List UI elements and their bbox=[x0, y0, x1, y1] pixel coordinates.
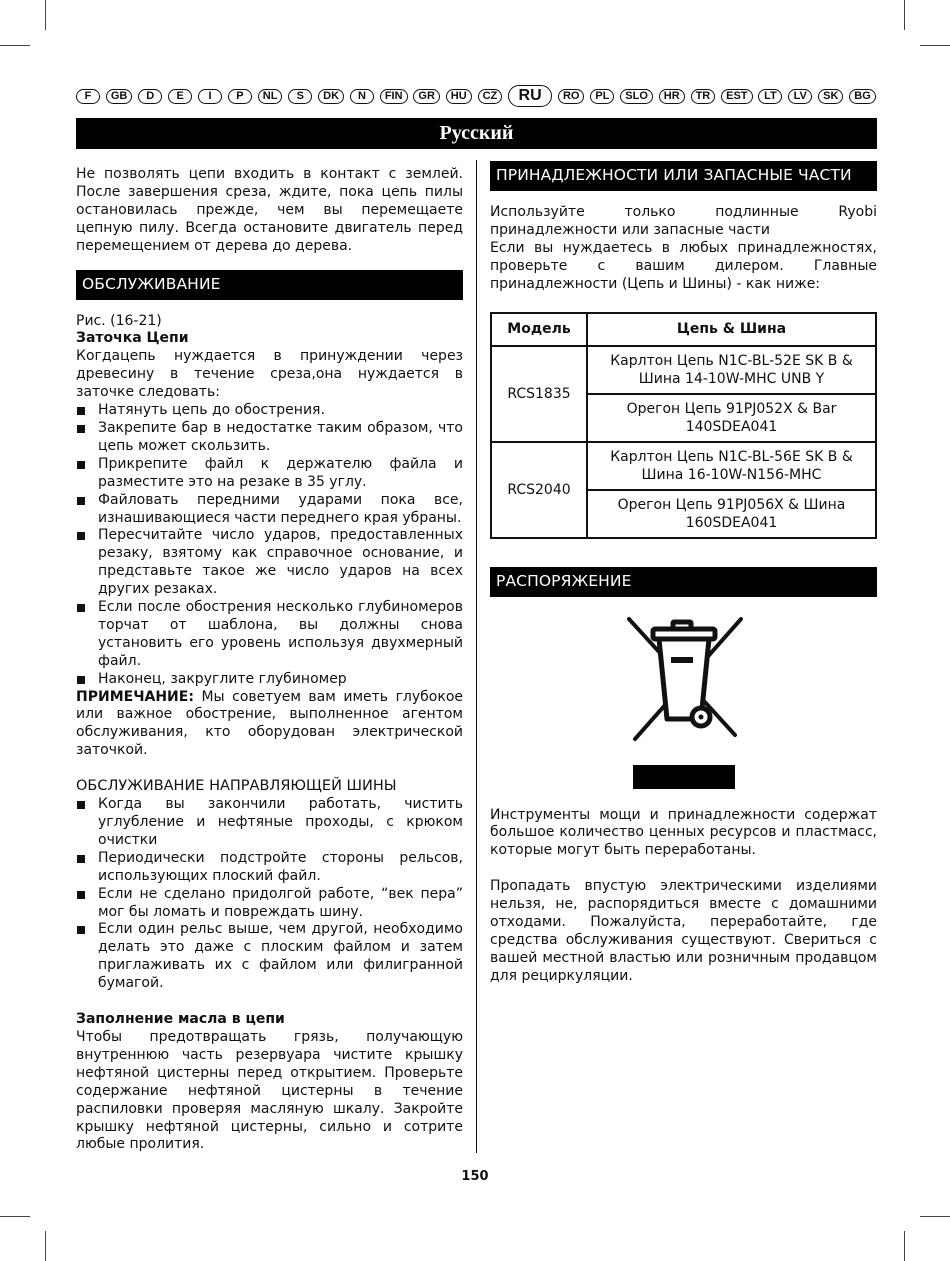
list-item: Наконец, закруглите глубиномер bbox=[76, 671, 463, 689]
sharpen-intro: Когдацепь нуждается в принуждении через древесину в течение среза,она нуждается в заточке следовать: bbox=[76, 348, 463, 401]
sharpen-steps-list bbox=[76, 402, 463, 689]
language-tab-gr[interactable]: GR bbox=[413, 89, 440, 104]
list-item: Если после обострения несколько глубиномеров торчат от шаблона, вы должны снова установить его уровень используя двухмерный файл. bbox=[76, 599, 463, 671]
language-tab-d[interactable]: D bbox=[138, 89, 162, 104]
list-item: Файловать передними ударами пока все, изнашивающиеся части переднего края убраны. bbox=[76, 492, 463, 528]
language-tab-p[interactable]: P bbox=[228, 89, 252, 104]
language-tab-lt[interactable]: LT bbox=[758, 89, 782, 104]
maintenance-heading bbox=[76, 270, 463, 300]
language-tab-bg[interactable]: BG bbox=[849, 89, 876, 104]
list-item: Периодически подстройте стороны рельсов, использующих плоский файл. bbox=[76, 850, 463, 886]
figure-reference: Рис. (16-21) bbox=[76, 312, 162, 329]
sharpen-title: Заточка Цепи bbox=[76, 330, 189, 347]
bar-steps-list bbox=[76, 796, 463, 993]
list-item: Когда вы закончили работать, чистить углубление и нефтяные проходы, с крюком очистки bbox=[76, 796, 463, 850]
banner-title: Русский bbox=[439, 122, 514, 144]
crossed-out-wheelie-bin-icon bbox=[619, 613, 749, 749]
note-paragraph bbox=[76, 689, 463, 761]
language-tab-hr[interactable]: HR bbox=[659, 89, 685, 104]
note-text: Мы советуем вам иметь глубокое или важное обострение, выполненное агентом обслуживания, кто оборудован электрической заточкой. bbox=[76, 688, 463, 759]
list-item: Закрепите бар в недостатке таким образом, что цепь может скользить. bbox=[76, 420, 463, 456]
crop-mark bbox=[920, 1216, 950, 1217]
crop-mark bbox=[45, 0, 46, 30]
language-tab-fin[interactable]: FIN bbox=[380, 89, 408, 104]
accessories-heading-text: ПРИНАДЛЕЖНОСТИ ИЛИ ЗАПАСНЫЕ ЧАСТИ bbox=[496, 166, 852, 185]
language-tab-nl[interactable]: NL bbox=[258, 89, 283, 104]
accessories-line1: Используйте только подлинные Ryobi принадлежности или запасные части bbox=[490, 204, 877, 238]
language-tab-s[interactable]: S bbox=[288, 89, 312, 104]
language-tab-pl[interactable]: PL bbox=[590, 89, 614, 104]
model-cell: RCS1835 bbox=[491, 346, 587, 442]
language-tab-cz[interactable]: CZ bbox=[478, 89, 503, 104]
language-tab-slo[interactable]: SLO bbox=[620, 89, 653, 104]
parts-cell: Карлтон Цепь N1C-BL-56E SK B & Шина 16-10W-N156-MHC bbox=[587, 442, 876, 490]
parts-table-header-row bbox=[491, 313, 876, 346]
page-number: 150 bbox=[461, 1169, 489, 1184]
model-cell: RCS2040 bbox=[491, 442, 587, 538]
list-item: Если один рельс выше, чем другой, необходимо делать это даже с плоским файлом и затем приглаживать их с файлом или филигранной бумагой. bbox=[76, 921, 463, 993]
list-item: Прикрепите файл к держателю файла и разместите это на резаке в 35 углу. bbox=[76, 456, 463, 492]
accessories-line2: Если вы нуждаетесь в любых принадлежностях, проверьте с вашим дилером. Главные принадлежности (Цепь и Шины) - как ниже: bbox=[490, 239, 877, 292]
crop-mark bbox=[904, 0, 905, 30]
maintenance-heading-text: ОБСЛУЖИВАНИЕ bbox=[82, 274, 221, 293]
language-tab-lv[interactable]: LV bbox=[788, 89, 812, 104]
crop-mark bbox=[0, 45, 30, 46]
table-row bbox=[491, 442, 876, 490]
language-banner bbox=[76, 118, 877, 149]
crop-mark bbox=[45, 1231, 46, 1261]
language-tab-tr[interactable]: TR bbox=[691, 89, 716, 104]
disposal-heading bbox=[490, 567, 877, 597]
language-tab-e[interactable]: E bbox=[168, 89, 192, 104]
language-tab-sk[interactable]: SK bbox=[818, 89, 843, 104]
language-tab-hu[interactable]: HU bbox=[446, 89, 472, 104]
crop-mark bbox=[904, 1231, 905, 1261]
header-parts: Цепь & Шина bbox=[587, 313, 876, 346]
disposal-paragraph-1: Инструменты мощи и принадлежности содержат большое количество ценных ресурсов и пластмасс, которые могут быть переработаны. bbox=[490, 806, 877, 859]
parts-cell: Орегон Цепь 91PJ056X & Шина 160SDEA041 bbox=[587, 490, 876, 538]
right-column bbox=[490, 161, 877, 986]
parts-cell: Карлтон Цепь N1C-BL-52E SK B & Шина 14-10W-MHC UNB Y bbox=[587, 346, 876, 394]
language-tab-f[interactable]: F bbox=[76, 89, 100, 104]
marking-bar bbox=[633, 765, 735, 789]
disposal-heading-text: РАСПОРЯЖЕНИЕ bbox=[496, 571, 632, 590]
parts-cell: Орегон Цепь 91PJ052X & Bar 140SDEA041 bbox=[587, 394, 876, 442]
disposal-paragraph-2: Пропадать впустую электрическими изделиями нельзя, не, распорядиться вместе с домашними отходами. Пожалуйста, переработайте, где средства обслуживания существуют. Свериться с вашей местной властью или розничным продавцом для рециркуляции. bbox=[490, 878, 877, 984]
language-tab-dk[interactable]: DK bbox=[318, 89, 344, 104]
crop-mark bbox=[920, 45, 950, 46]
oil-heading: Заполнение масла в цепи bbox=[76, 1011, 285, 1028]
table-row bbox=[491, 346, 876, 394]
language-tab-est[interactable]: EST bbox=[721, 89, 752, 104]
language-tab-ru[interactable]: RU bbox=[508, 85, 552, 107]
bar-maintenance-heading: ОБСЛУЖИВАНИЕ НАПРАВЛЯЮЩЕЙ ШИНЫ bbox=[76, 778, 397, 795]
list-item: Натянуть цепь до обострения. bbox=[76, 402, 463, 420]
language-tab-n[interactable]: N bbox=[350, 89, 374, 104]
note-label: ПРИМЕЧАНИЕ: bbox=[76, 688, 194, 705]
parts-table bbox=[490, 312, 877, 539]
oil-paragraph: Чтобы предотвращать грязь, получающую внутреннюю часть резервуара чистите крышку нефтяной цистерны перед открытием. Проверьте содержание нефтяной цистерны в течение распиловки проверяя масляную шкалу. Закройте крышку нефтяной цистерны, сильно и сотрите любые пролития. bbox=[76, 1028, 463, 1153]
crop-mark bbox=[0, 1216, 30, 1217]
intro-paragraph: Не позволять цепи входить в контакт с землей. После завершения среза, ждите, пока цепь пилы остановилась прежде, чем вы перемещаете цепную пилу. Всегда остановите двигатель перед перемещением от дерева до дерева. bbox=[76, 166, 463, 254]
language-selector-bar bbox=[76, 87, 876, 105]
language-tab-i[interactable]: I bbox=[198, 89, 222, 104]
accessories-heading bbox=[490, 161, 877, 191]
left-column bbox=[76, 166, 463, 1154]
language-tab-gb[interactable]: GB bbox=[106, 89, 133, 104]
list-item: Если не сделано придолгой работе, “век пера” мог бы ломать и повреждать шину. bbox=[76, 886, 463, 922]
language-tab-ro[interactable]: RO bbox=[558, 89, 585, 104]
list-item: Пересчитайте число ударов, предоставленных резаку, взятому как справочное основание, и представьте такое же число ударов на всех других резаках. bbox=[76, 527, 463, 599]
column-divider bbox=[476, 160, 477, 1153]
header-model: Модель bbox=[491, 313, 587, 346]
